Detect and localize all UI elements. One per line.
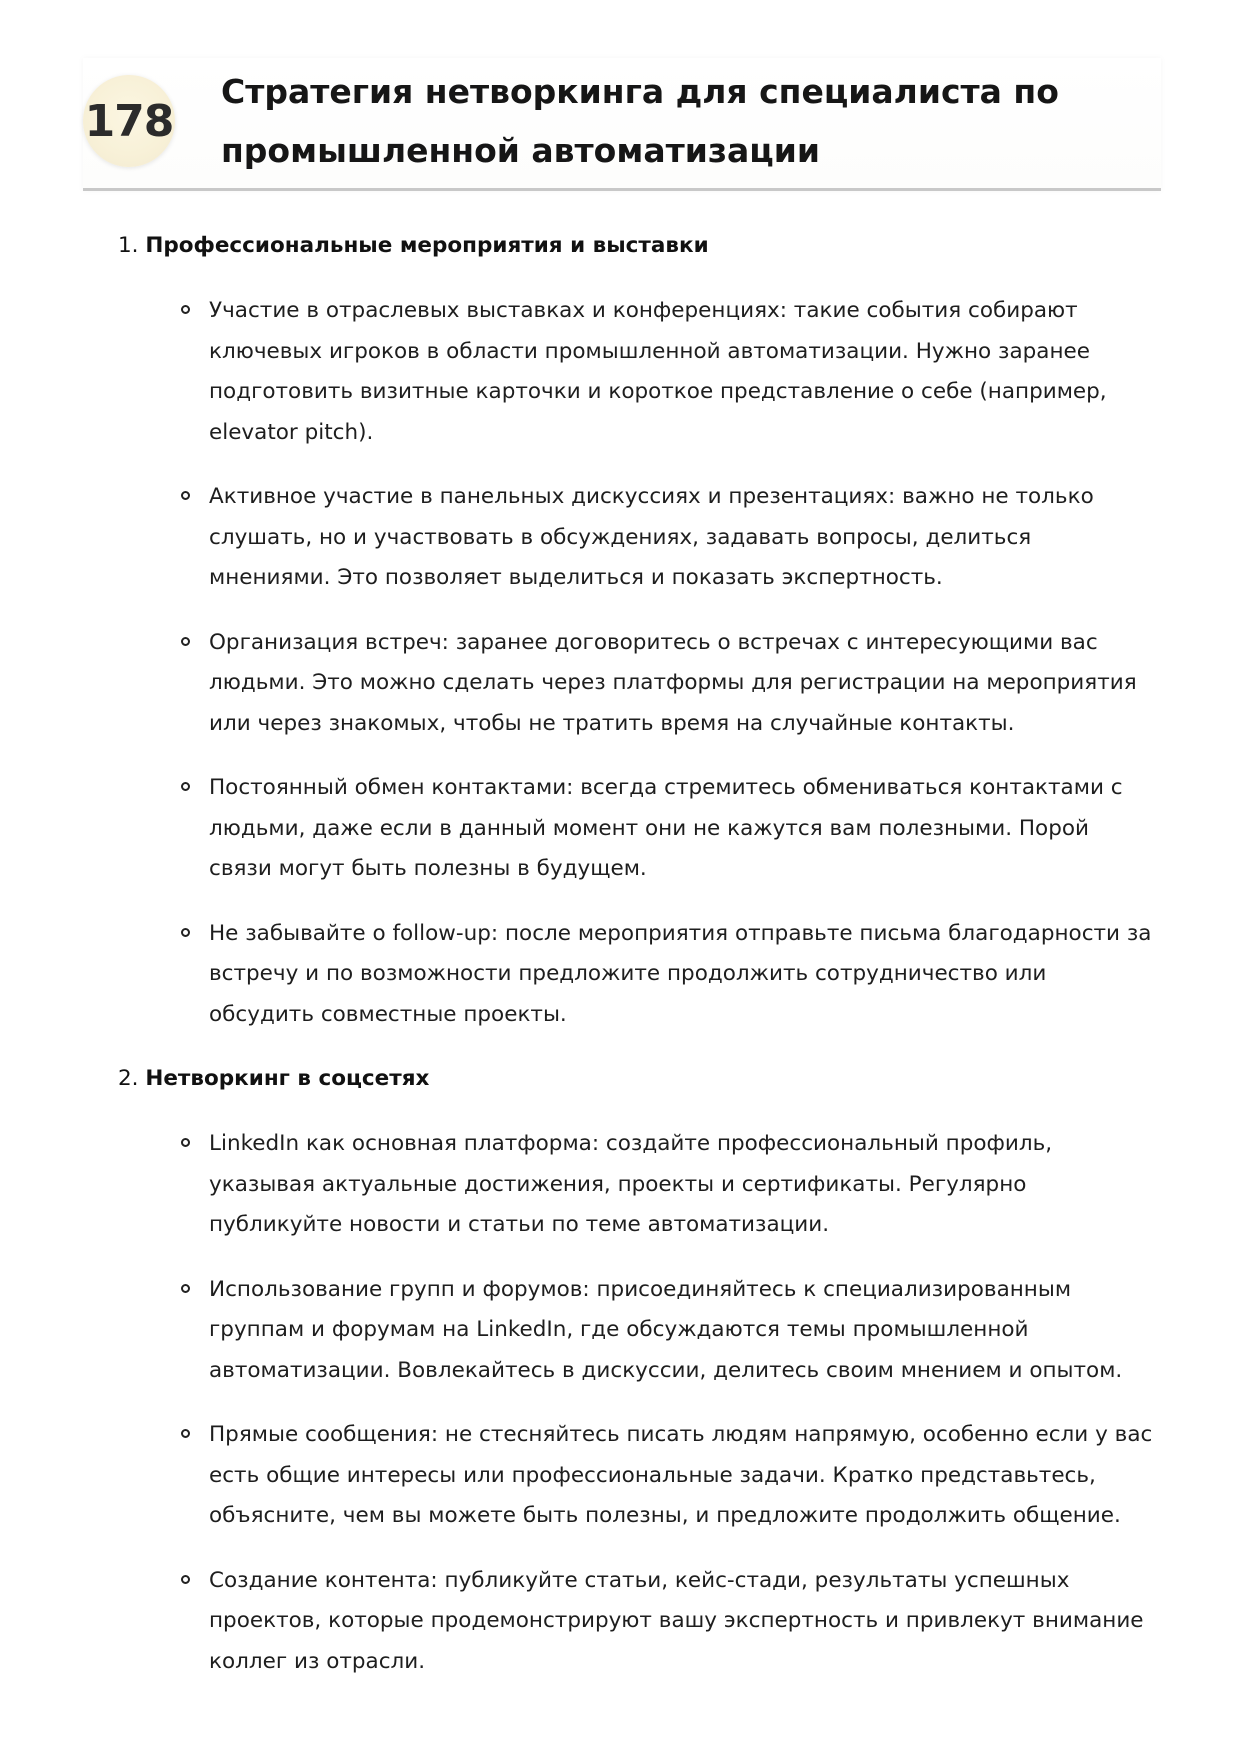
page-title-line-1: Стратегия нетворкинга для специалиста по [221,72,1059,111]
section-number: 2. [118,1066,139,1091]
page-title [221,62,1151,180]
section-title: Профессиональные мероприятия и выставки [145,233,709,258]
list-item-text: Прямые сообщения: не стесняйтесь писать людям напрямую, особенно если у вас есть общие интересы или профессиональные задачи. Кратко представьтесь, объясните, чем вы можете быть полезны, и предложите продолжить общение. [209,1422,1153,1528]
list-item [118,914,1158,1036]
hollow-bullet-icon [181,637,190,646]
hollow-bullet-icon [181,305,190,314]
hollow-bullet-icon [181,928,190,937]
list-item [118,1270,1158,1392]
list-item-text: Не забывайте о follow-up: после мероприятия отправьте письма благодарности за встречу и по возможности предложите продолжить сотрудничество или обсудить совместные проекты. [209,920,1152,1027]
hollow-bullet-icon [181,782,190,791]
list-item [118,1124,1158,1246]
section-events [118,226,1158,1035]
document-body [118,226,1158,1682]
section-number: 1. [118,233,139,258]
list-item [118,1415,1158,1537]
section-heading [118,226,1158,266]
list-item [118,477,1158,599]
list-item [118,768,1158,890]
section-bullet-list [118,1124,1158,1682]
page-title-line-2: промышленной автоматизации [221,131,820,170]
section-heading [118,1059,1158,1099]
page-header [83,58,1161,191]
list-item-text: Активное участие в панельных дискуссиях и презентациях: важно не только слушать, но и участвовать в обсуждениях, задавать вопросы, делиться мнениями. Это позволяет выделиться и показать экспертность. [209,484,1094,590]
list-item-text: Участие в отраслевых выставках и конференциях: такие события собирают ключевых игроков в области промышленной автоматизации. Нужно заранее подготовить визитные карточки и короткое представление о себе (например, elevator pitch). [209,298,1107,445]
hollow-bullet-icon [181,1429,190,1438]
section-title: Нетворкинг в соцсетях [145,1066,430,1091]
section-bullet-list [118,291,1158,1035]
hollow-bullet-icon [181,1284,190,1293]
list-item-text: Использование групп и форумов: присоединяйтесь к специализированным группам и форумам на LinkedIn, где обсуждаются темы промышленной автоматизации. Вовлекайтесь в дискуссии, делитесь своим мнением и опытом. [209,1276,1123,1383]
list-item-text: Организация встреч: заранее договоритесь о встречах с интересующими вас людьми. Это можно сделать через платформы для регистрации на мероприятия или через знакомых, чтобы не тратить время на случайные контакты. [209,629,1137,736]
list-item [118,291,1158,453]
section-social-networks [118,1059,1158,1682]
hollow-bullet-icon [181,1575,190,1584]
list-item [118,1561,1158,1683]
list-item-text: Постоянный обмен контактами: всегда стремитесь обмениваться контактами с людьми, даже если в данный момент они не кажутся вам полезными. Порой связи могут быть полезны в будущем. [209,775,1123,881]
hollow-bullet-icon [181,491,190,500]
list-item-text: LinkedIn как основная платформа: создайте профессиональный профиль, указывая актуальные достижения, проекты и сертификаты. Регулярно публикуйте новости и статьи по теме автоматизации. [209,1131,1053,1237]
page-number-badge: 178 [83,75,175,167]
list-item [118,623,1158,745]
hollow-bullet-icon [181,1138,190,1147]
list-item-text: Создание контента: публикуйте статьи, кейс-стади, результаты успешных проектов, которые продемонстрируют вашу экспертность и привлекут внимание коллег из отрасли. [209,1567,1144,1674]
